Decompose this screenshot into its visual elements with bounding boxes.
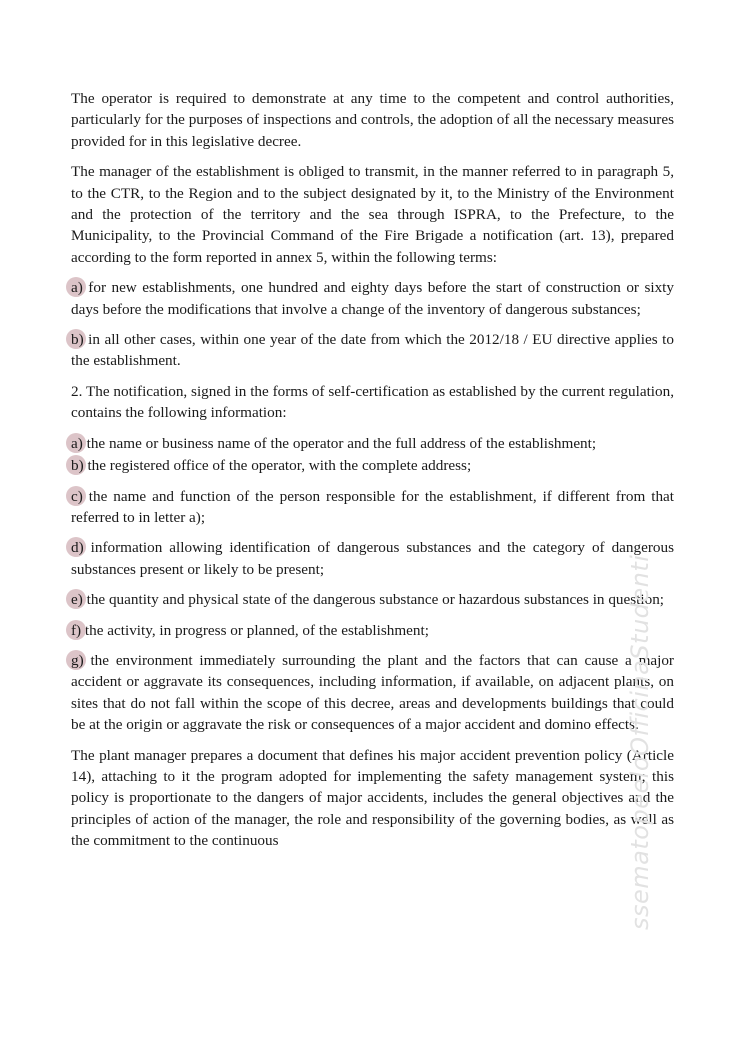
document-page [71, 88, 674, 861]
intro-paragraph-2: The manager of the establishment is obliged to transmit, in the manner referred to in paragraph 5, to the CTR, to the Region and to the subject designated by it, to the Ministry of the Environment and the protection of the territory and the sea through ISPRA, to the Prefecture, to the Municipality, to the Provincial Command of the Fire Brigade a notification (art. 13), prepared according to the form reported in annex 5, within the following terms: [71, 163, 674, 266]
info-item-c [71, 486, 674, 529]
item-marker: a) [71, 277, 83, 298]
info-text: the registered office of the operator, with the complete address; [83, 457, 472, 475]
term-text: for new establishments, one hundred and eighty days before the start of construction or sixty days before the modifications that involve a change of the inventory of dangerous substances; [71, 279, 674, 318]
info-item-d [71, 537, 674, 580]
item-marker: d) [71, 537, 84, 558]
info-text: the quantity and physical state of the dangerous substance or hazardous substances in question; [82, 591, 665, 609]
info-text: the environment immediately surrounding the plant and the factors that can cause a major accident or aggravate its consequences, including information, if available, on adjacent plants, on sites that do not fall within the scope of this decree, areas and developments buildings that could be at the origin or aggravate the risk or consequences of a major accident and domino effects. [71, 651, 674, 734]
item-marker: g) [71, 650, 84, 671]
term-text: in all other cases, within one year of the date from which the 2012/18 / EU directive applies to the establishment. [71, 331, 674, 370]
watermark-text: ssematopeeloOfficinaStudenti [626, 554, 654, 930]
info-text: information allowing identification of dangerous substances and the category of dangerous substances present or likely to be present; [71, 539, 674, 578]
item-marker: e) [71, 589, 83, 610]
closing-paragraph: The plant manager prepares a document that defines his major accident prevention policy (Article 14), attaching to it the program adopted for implementing the safety management system; this policy is proportionate to the dangers of major accidents, includes the general objectives and the principles of action of the manager, the role and responsibility of the governing bodies, as well as the commitment to the continuous [71, 746, 674, 850]
item-marker: f) [71, 620, 81, 641]
info-item-b [71, 455, 674, 476]
section-2-intro: 2. The notification, signed in the forms of self-certification as established by the current regulation, contains the following information: [71, 382, 674, 422]
item-marker: b) [71, 455, 84, 476]
info-item-a [71, 433, 674, 454]
item-marker: c) [71, 486, 83, 507]
intro-paragraph-1: The operator is required to demonstrate at any time to the competent and control authorities, particularly for the purposes of inspections and controls, the adoption of all the necessary measures provided for in this legislative decree. [71, 90, 674, 150]
info-text: the activity, in progress or planned, of the establishment; [81, 621, 429, 639]
info-item-f [71, 620, 674, 641]
info-item-g [71, 650, 674, 736]
term-item-a [71, 277, 674, 320]
term-item-b [71, 329, 674, 372]
info-text: the name and function of the person responsible for the establishment, if different from that referred to in letter a); [71, 487, 674, 526]
item-marker: a) [71, 433, 83, 454]
info-item-e [71, 589, 674, 610]
info-text: the name or business name of the operator and the full address of the establishment; [82, 434, 597, 452]
item-marker: b) [71, 329, 84, 350]
